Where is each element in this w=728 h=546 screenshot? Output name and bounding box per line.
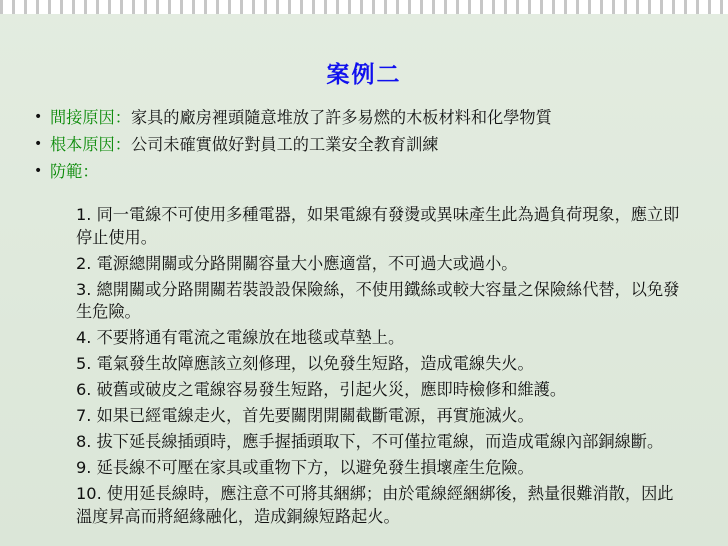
bullet-list (34, 106, 694, 183)
bullet-text: 家具的廠房裡頭隨意堆放了許多易燃的木板材料和化學物質 (130, 108, 552, 127)
bullet-dot-icon: • (34, 136, 43, 152)
prevention-item-5: 5. 電氣發生故障應該立刻修理，以免發生短路，造成電線失火。 (76, 354, 534, 373)
bullet-dot-icon: • (34, 163, 43, 179)
prevention-item-2: 2. 電源總開關或分路開關容量大小應適當，不可過大或過小。 (76, 253, 518, 273)
prevention-item-1: 1. 同一電線不可使用多種電器，如果電線有發燙或異味產生此為過負荷現象，應立即停止使用。 (76, 205, 680, 247)
bullet-label: 根本原因： (50, 135, 131, 154)
bullet-text: 公司未確實做好對員工的工業安全教育訓練 (130, 135, 439, 154)
bullet-indirect-cause (34, 106, 694, 129)
prevention-items (76, 204, 688, 532)
bullet-dot-icon: • (34, 109, 43, 125)
bullet-root-cause (34, 133, 694, 156)
bullet-prevention (34, 160, 694, 183)
prevention-item-8: 8. 拔下延長線插頭時，應手握插頭取下，不可僅拉電線，而造成電線內部銅線斷。 (76, 432, 664, 451)
prevention-item-10: 10. 使用延長線時，應注意不可將其綑綁；由於電線經綑綁後，熱量很難消散，因此溫度昇高而將絕緣融化，造成銅線短路起火。 (76, 484, 674, 526)
bullet-label: 防範： (50, 162, 99, 181)
prevention-item-3: 3. 總開關或分路開關若裝設設保險絲，不使用鐵絲或較大容量之保險絲代替，以免發生危險。 (76, 279, 680, 321)
prevention-item-7: 7. 如果已經電線走火，首先要關閉開關截斷電源，再實施滅火。 (76, 406, 534, 425)
prevention-item-4: 4. 不要將通有電流之電線放在地毯或草墊上。 (76, 328, 405, 347)
bullet-label: 間接原因： (50, 108, 131, 127)
prevention-item-6: 6. 破舊或破皮之電線容易發生短路，引起火災，應即時檢修和維護。 (76, 380, 567, 399)
slide-title: 案例二 (326, 62, 402, 88)
decorative-top-strip (0, 0, 728, 14)
prevention-item-9: 9. 延長線不可壓在家具或重物下方，以避免發生損壞產生危險。 (76, 458, 534, 477)
